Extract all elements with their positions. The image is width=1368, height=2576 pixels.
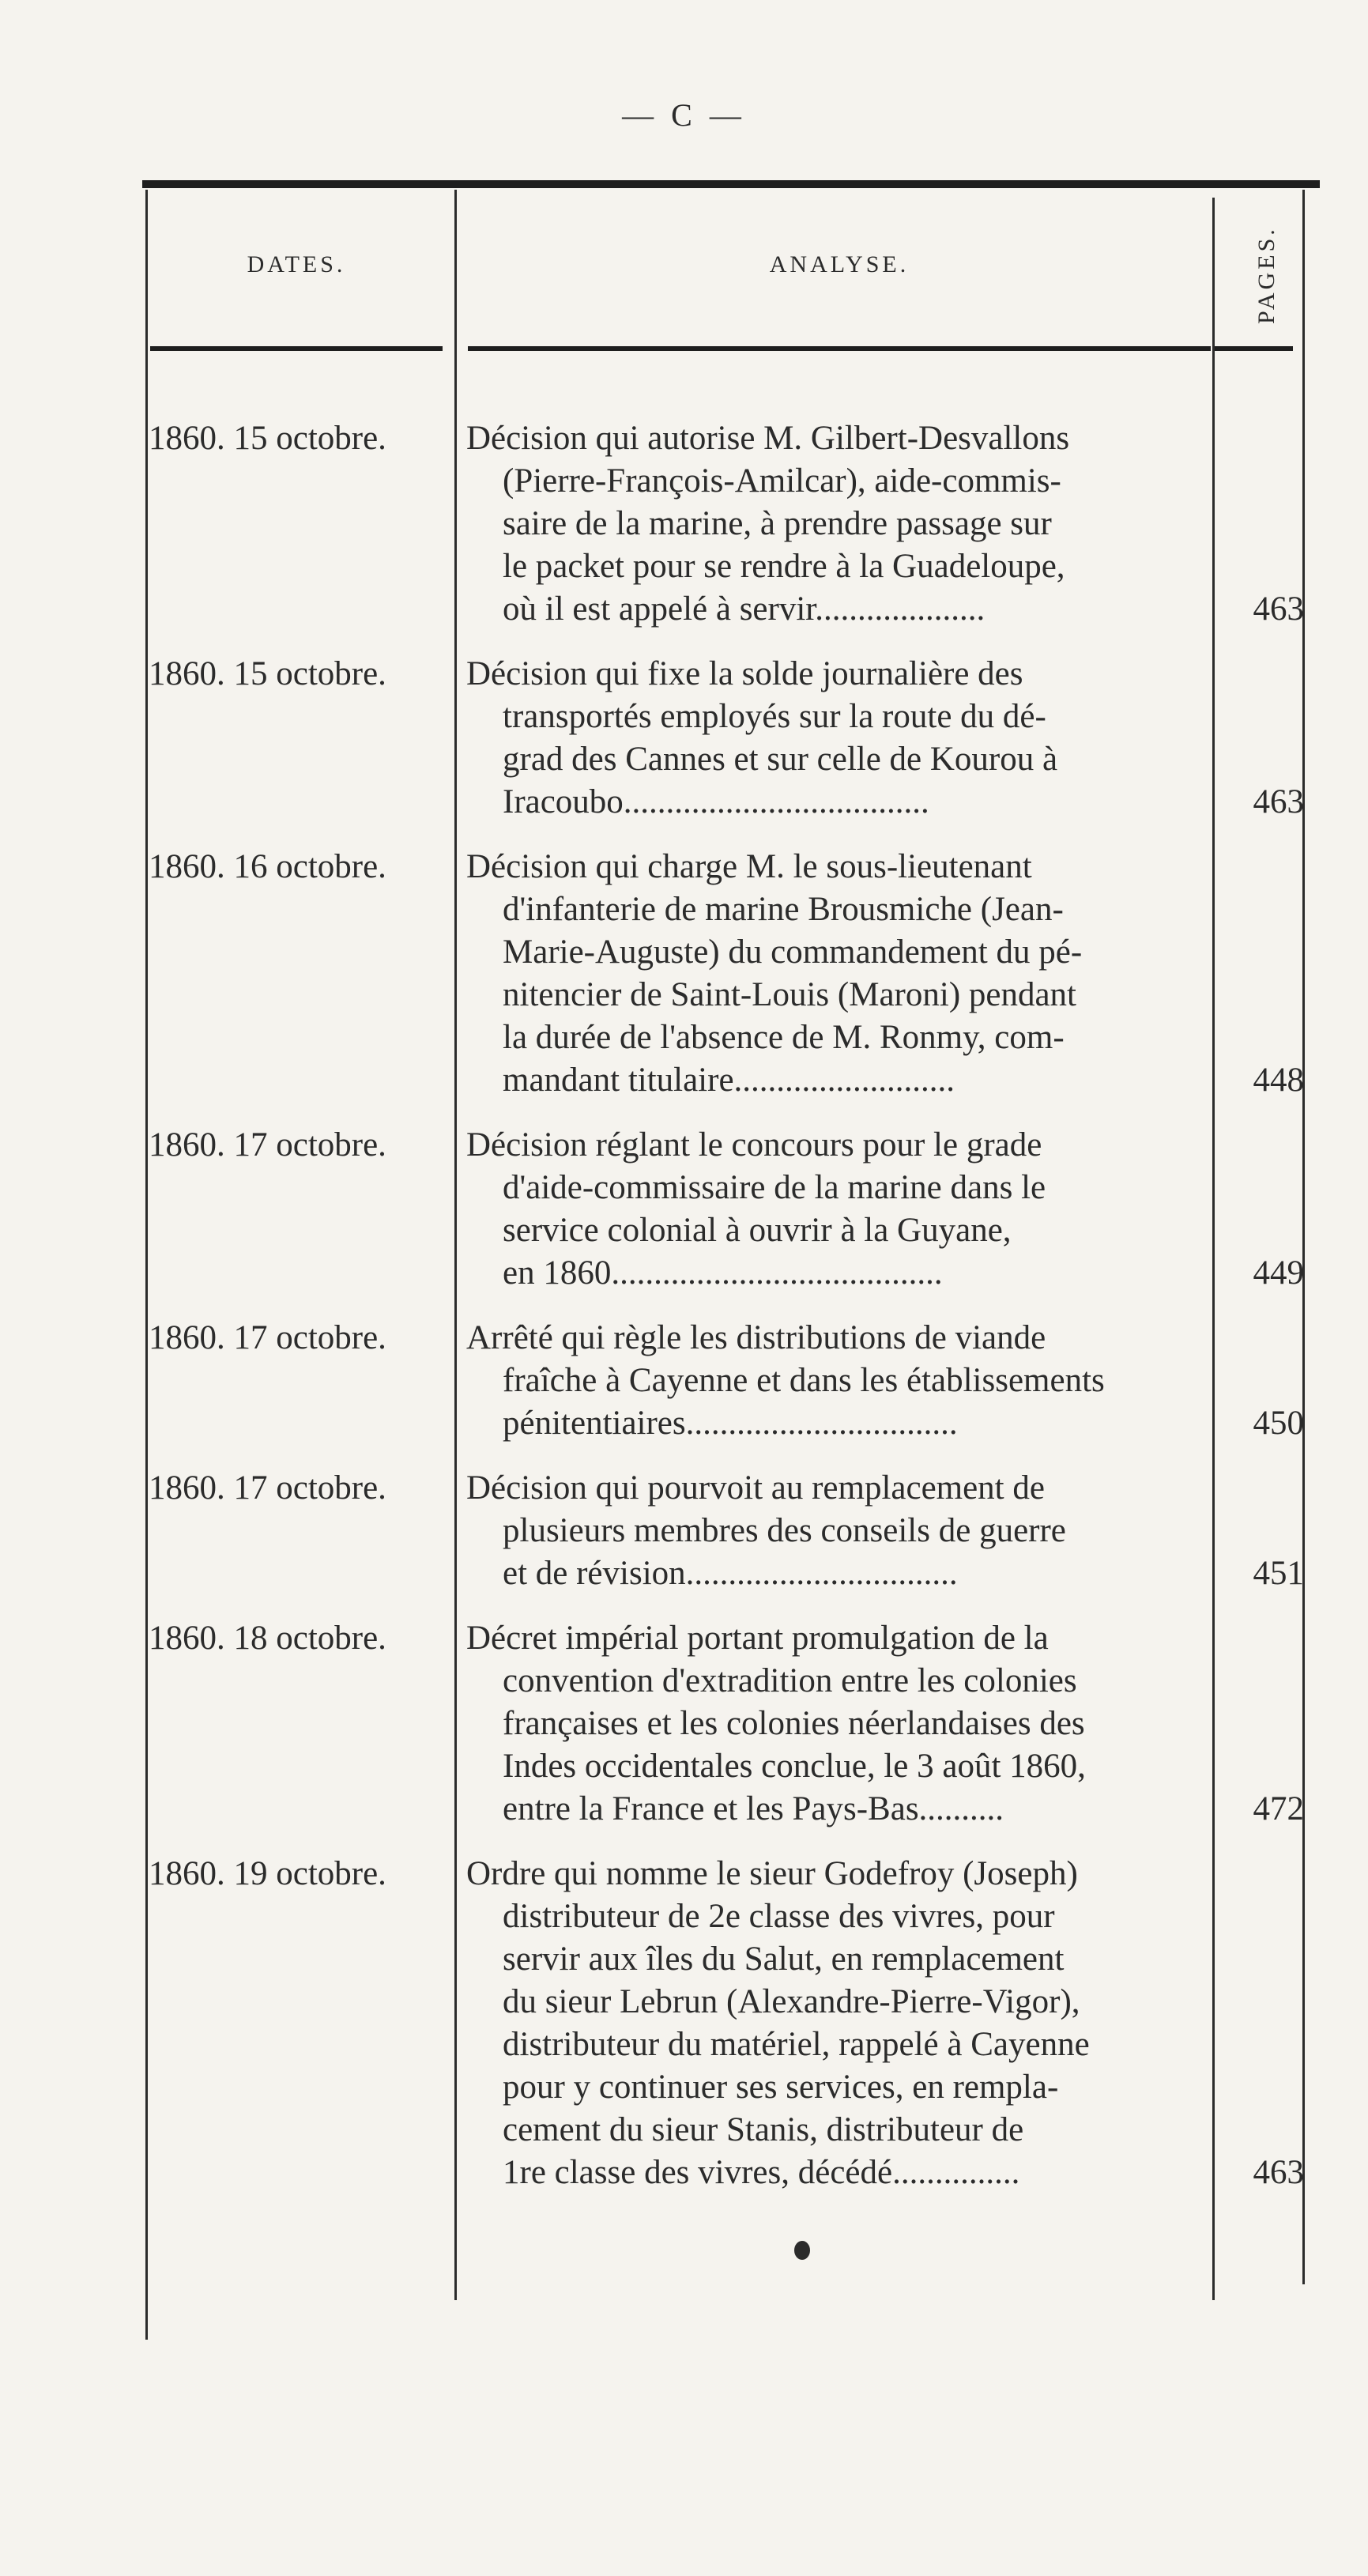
entry-analysis: [466, 1853, 1209, 2194]
divider-pages: [1212, 198, 1215, 2300]
entry-date: 1860. 15 octobre.: [149, 420, 386, 457]
entry-date: 1860. 17 octobre.: [149, 1126, 386, 1164]
entry-line: en 1860.......................................: [503, 1254, 943, 1292]
entry-line: d'infanterie de marine Brousmiche (Jean-: [503, 891, 1064, 928]
entry-line: convention d'extradition entre les colonies: [503, 1662, 1077, 1699]
entry-date: 1860. 15 octobre.: [149, 655, 386, 692]
entry-line: Décision qui pourvoit au remplacement de: [466, 1469, 1045, 1507]
entry-line: nitencier de Saint-Louis (Maroni) pendant: [503, 976, 1077, 1013]
entry-line: le packet pour se rendre à la Guadeloupe,: [503, 548, 1065, 585]
entry-line: la durée de l'absence de M. Ronmy, com-: [503, 1019, 1065, 1056]
entry-line: mandant titulaire..........................: [503, 1062, 955, 1099]
entry-line: fraîche à Cayenne et dans les établissements: [503, 1362, 1105, 1399]
entry-page: 472: [1253, 1790, 1304, 1827]
entry-line: Arrêté qui règle les distributions de viande: [466, 1319, 1046, 1356]
entry-line: (Pierre-François-Amilcar), aide-commis-: [503, 462, 1061, 500]
entry-analysis: [466, 1317, 1209, 1445]
entry-line: d'aide-commissaire de la marine dans le: [503, 1169, 1046, 1206]
entry-line: saire de la marine, à prendre passage sur: [503, 505, 1052, 542]
entry-line: et de révision................................: [503, 1555, 958, 1592]
divider-dates: [454, 190, 457, 2300]
entry-analysis: [466, 1617, 1209, 1831]
entry-line: du sieur Lebrun (Alexandre-Pierre-Vigor),: [503, 1983, 1080, 2020]
top-rule: [142, 180, 1320, 188]
entry-date: 1860. 17 octobre.: [149, 1319, 386, 1356]
entry-line: Décision qui charge M. le sous-lieutenant: [466, 848, 1032, 885]
right-border: [1302, 190, 1305, 2284]
left-border: [145, 190, 148, 2340]
entry-analysis: [466, 1467, 1209, 1595]
entry-line: servir aux îles du Salut, en remplacement: [503, 1940, 1065, 1978]
ink-dot: [794, 2241, 810, 2260]
entry-line: distributeur de 2e classe des vivres, pour: [503, 1898, 1055, 1935]
entry-analysis: [466, 417, 1209, 631]
entry-line: cement du sieur Stanis, distributeur de: [503, 2111, 1024, 2148]
entry-line: Décision qui fixe la solde journalière des: [466, 655, 1023, 692]
page-number: — C —: [622, 97, 746, 133]
entry-line: 1re classe des vivres, décédé...............: [503, 2154, 1020, 2191]
entry-date: 1860. 17 octobre.: [149, 1469, 386, 1507]
entry-page: 463: [1253, 590, 1304, 628]
entry-line: service colonial à ouvrir à la Guyane,: [503, 1212, 1012, 1249]
entry-date: 1860. 19 octobre.: [149, 1855, 386, 1892]
entry-page: 463: [1253, 2154, 1304, 2191]
entry-line: Indes occidentales conclue, le 3 août 1860,: [503, 1748, 1086, 1785]
entry-analysis: [466, 846, 1209, 1102]
entry-line: Décision réglant le concours pour le grade: [466, 1126, 1042, 1164]
entry-line: où il est appelé à servir....................: [503, 590, 985, 628]
entry-date: 1860. 16 octobre.: [149, 848, 386, 885]
entry-line: distributeur du matériel, rappelé à Cayenne: [503, 2026, 1090, 2063]
entry-page: 450: [1253, 1405, 1304, 1442]
entry-line: pénitentiaires................................: [503, 1405, 958, 1442]
entry-line: françaises et les colonies néerlandaises des: [503, 1705, 1085, 1742]
entry-line: entre la France et les Pays-Bas..........: [503, 1790, 1004, 1827]
entry-line: Iracoubo....................................: [503, 783, 929, 820]
entry-analysis: [466, 1124, 1209, 1295]
header-underline-pages: [1214, 346, 1293, 351]
header-dates: DATES.: [247, 251, 346, 277]
entry-analysis: [466, 653, 1209, 824]
entry-page: 449: [1253, 1254, 1304, 1292]
entry-line: plusieurs membres des conseils de guerre: [503, 1512, 1066, 1549]
entry-line: pour y continuer ses services, en rempla-: [503, 2069, 1059, 2106]
entry-line: grad des Cannes et sur celle de Kourou à: [503, 741, 1058, 778]
entry-line: Ordre qui nomme le sieur Godefroy (Joseph): [466, 1855, 1078, 1892]
entry-page: 451: [1253, 1555, 1304, 1592]
header-analyse: ANALYSE.: [769, 251, 910, 277]
header-pages: PAGES.: [1253, 226, 1279, 324]
entry-line: transportés employés sur la route du dé-: [503, 698, 1046, 735]
entry-line: Décision qui autorise M. Gilbert-Desvallons: [466, 420, 1070, 457]
entry-line: Marie-Auguste) du commandement du pé-: [503, 933, 1083, 971]
entry-page: 448: [1253, 1062, 1304, 1099]
entry-line: Décret impérial portant promulgation de la: [466, 1620, 1049, 1657]
header-underline-analyse: [468, 346, 1211, 351]
entry-page: 463: [1253, 783, 1304, 820]
entry-date: 1860. 18 octobre.: [149, 1620, 386, 1657]
header-underline-dates: [150, 346, 443, 351]
